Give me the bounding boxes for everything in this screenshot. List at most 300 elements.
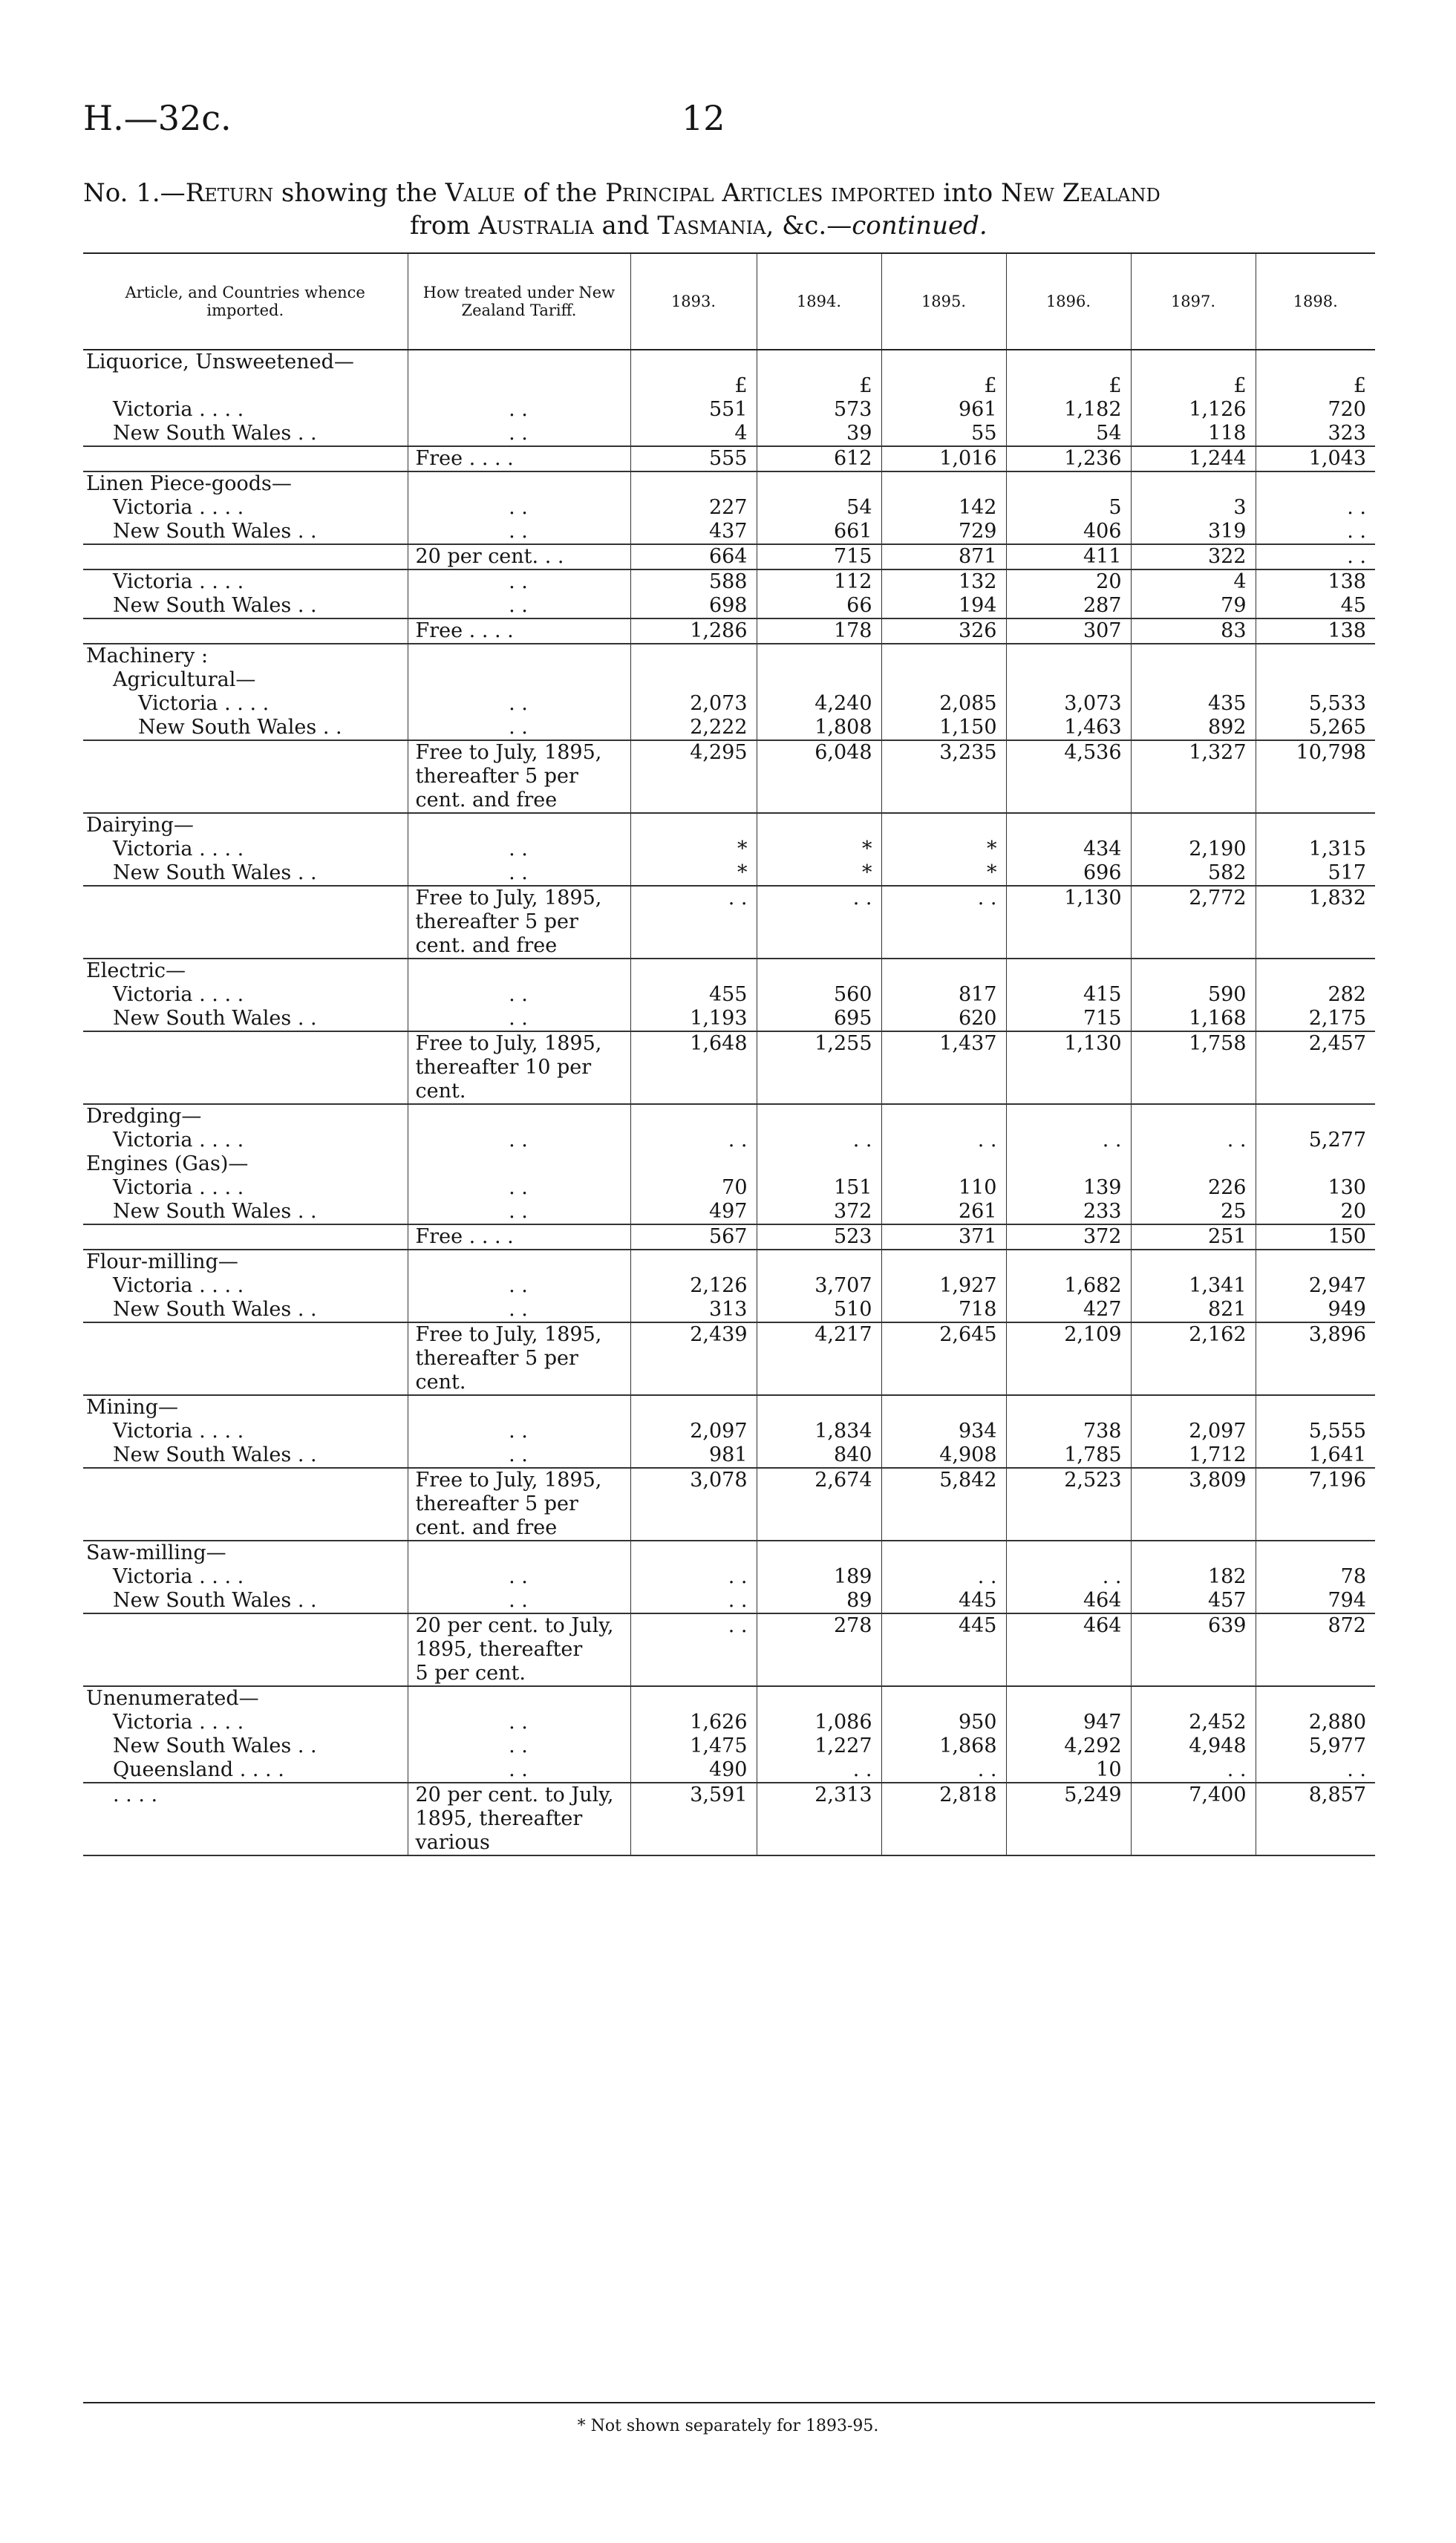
total-treated-cell (408, 740, 630, 813)
value-cell (881, 959, 1006, 1031)
total-value: 3,591 (690, 1783, 748, 1806)
tariff-text: 1895, thereafter (415, 1807, 583, 1830)
spacer (416, 472, 621, 496)
total-value: 6,048 (814, 741, 872, 764)
value: 2,085 (939, 692, 997, 715)
article-cell (83, 1104, 408, 1152)
value-cell (881, 1686, 1006, 1783)
total-value-cell (1006, 740, 1131, 813)
country-label: Victoria . . . . (113, 496, 244, 519)
value: 2,880 (1308, 1711, 1366, 1734)
tariff-text: cent. (415, 1371, 466, 1394)
title-nz: New Zealand (1001, 178, 1160, 208)
total-value-cell (1131, 740, 1256, 813)
value: 435 (1207, 692, 1247, 715)
value-cell (1131, 813, 1256, 886)
total-value-cell (881, 1322, 1006, 1395)
value-cell (1256, 1104, 1375, 1152)
total-value: 2,457 (1308, 1032, 1366, 1055)
article-heading: Mining— (86, 1396, 178, 1419)
value: 1,126 (1189, 398, 1247, 421)
value: 573 (833, 398, 872, 421)
tariff-text: 20 per cent. . . (415, 545, 564, 568)
spacer (416, 959, 621, 983)
treated-mark: . . (509, 1200, 528, 1223)
value-cell (630, 1250, 757, 1322)
total-value-cell (1006, 1224, 1131, 1250)
spacer (766, 350, 872, 374)
article-cell (83, 569, 408, 618)
spacer (640, 814, 748, 838)
value: * (737, 838, 748, 861)
country-label: New South Wales . . (113, 1589, 317, 1612)
spacer (1016, 644, 1122, 668)
total-treated-cell (408, 1224, 630, 1250)
value: 4,948 (1189, 1734, 1247, 1757)
value: 4 (734, 422, 748, 445)
value: 464 (1083, 1589, 1122, 1612)
total-value: 3,235 (939, 741, 997, 764)
value: £ (1109, 374, 1122, 397)
value-cell (1131, 959, 1256, 1031)
value-cell (757, 1152, 881, 1224)
value: 282 (1328, 983, 1366, 1006)
tariff-text: Free to July, 1895, (415, 1323, 602, 1346)
value-cell (630, 1541, 757, 1613)
total-value-cell (1131, 886, 1256, 959)
value: £ (984, 374, 997, 397)
value: 695 (833, 1007, 872, 1030)
value-cell (1131, 569, 1256, 618)
article-heading: Dredging— (86, 1105, 202, 1128)
treated-cell (408, 1104, 630, 1152)
treated-cell (408, 1686, 630, 1783)
tariff-text: Free to July, 1895, (415, 1469, 602, 1492)
spacer (1265, 814, 1367, 838)
article-cell (83, 1250, 408, 1322)
value-cell (881, 1541, 1006, 1613)
spacer (416, 1250, 621, 1274)
spacer (416, 1152, 621, 1176)
total-value-cell (881, 1783, 1006, 1855)
col-header-article: Article, and Countries whence imported. (83, 253, 408, 350)
total-value: 7,196 (1308, 1469, 1366, 1492)
value: 2,222 (690, 716, 748, 739)
country-label: Victoria . . . . (113, 1176, 244, 1199)
spacer (891, 1105, 997, 1129)
value: 817 (958, 983, 997, 1006)
total-label: . . . . (113, 1783, 158, 1806)
value-cell (630, 813, 757, 886)
spacer (1016, 1105, 1122, 1129)
value: . . (1347, 1758, 1366, 1781)
page-reference: H.—32c. (83, 98, 232, 138)
total-value: 555 (708, 447, 748, 470)
value-cell (1006, 569, 1131, 618)
value: * (737, 861, 748, 884)
total-value: 2,772 (1189, 887, 1247, 910)
treated-cell (408, 644, 630, 740)
spacer (640, 350, 748, 374)
country-label: New South Wales . . (113, 861, 317, 884)
total-treated-cell (408, 1613, 630, 1686)
value-cell (1131, 1686, 1256, 1783)
value-cell (1006, 471, 1131, 544)
spacer (766, 1152, 872, 1176)
value: 319 (1207, 520, 1247, 543)
spacer (1265, 1687, 1367, 1711)
value: 715 (1083, 1007, 1122, 1030)
group-row (83, 1686, 1375, 1783)
spacer (766, 644, 872, 668)
value: 2,097 (690, 1420, 748, 1443)
value-cell (1131, 1541, 1256, 1613)
value: . . (1102, 1565, 1122, 1588)
spacer (640, 1105, 748, 1129)
value-cell (1006, 1541, 1131, 1613)
treated-mark: . . (509, 1274, 528, 1297)
spacer (1140, 814, 1247, 838)
total-article-cell (83, 1224, 408, 1250)
spacer (891, 472, 997, 496)
treated-cell (408, 1541, 630, 1613)
country-label: New South Wales . . (113, 520, 317, 543)
table-body (83, 350, 1375, 1855)
value: 445 (958, 1589, 997, 1612)
total-article-cell (83, 1783, 408, 1855)
value: 79 (1221, 594, 1247, 617)
article-heading: Machinery : (86, 644, 209, 667)
tariff-text: 20 per cent. to July, (415, 1783, 614, 1806)
total-value-cell (757, 1468, 881, 1541)
total-value-cell (1131, 446, 1256, 471)
spacer (1140, 1687, 1247, 1711)
value: 182 (1207, 1565, 1247, 1588)
spacer (1265, 1105, 1367, 1129)
value: * (987, 838, 997, 861)
total-value-cell (757, 1613, 881, 1686)
title-showing: showing the (273, 178, 445, 208)
total-value: 4,217 (814, 1323, 872, 1346)
spacer (766, 1687, 872, 1711)
total-row (83, 740, 1375, 813)
spacer (640, 1152, 748, 1176)
value: 1,834 (814, 1420, 872, 1443)
total-article-cell (83, 1613, 408, 1686)
total-value-cell (630, 1613, 757, 1686)
total-treated-cell (408, 446, 630, 471)
title-and: and (593, 211, 658, 241)
value: 4,292 (1064, 1734, 1122, 1757)
value: 551 (708, 398, 748, 421)
value-cell (1006, 350, 1131, 446)
article-cell (83, 1152, 408, 1224)
value-cell (757, 1686, 881, 1783)
total-value: 2,818 (939, 1783, 997, 1806)
value: . . (1102, 1129, 1122, 1152)
value: 25 (1221, 1200, 1247, 1223)
value: 3,073 (1064, 692, 1122, 715)
total-value: 872 (1328, 1614, 1366, 1637)
value: 950 (958, 1711, 997, 1734)
total-article-cell (83, 1031, 408, 1104)
total-value: 372 (1083, 1225, 1122, 1248)
treated-cell (408, 1250, 630, 1322)
country-label: Victoria . . . . (113, 1129, 244, 1152)
title-principal: Principal Articles imported (605, 178, 936, 208)
tariff-text: thereafter 5 per (415, 1492, 578, 1515)
group-row (83, 1541, 1375, 1613)
spacer (766, 1541, 872, 1565)
country-label: Victoria . . . . (113, 1711, 244, 1734)
imports-table (83, 252, 1375, 1856)
value: 110 (958, 1176, 997, 1199)
treated-cell (408, 1152, 630, 1224)
total-treated-cell (408, 1783, 630, 1855)
spacer (1016, 472, 1122, 496)
total-value-cell (1256, 1783, 1375, 1855)
total-value: 83 (1221, 619, 1247, 642)
total-value: 1,255 (814, 1032, 872, 1055)
tariff-text: 5 per cent. (415, 1662, 526, 1685)
total-value-cell (630, 1224, 757, 1250)
value: . . (852, 1129, 872, 1152)
treated-mark: . . (509, 1758, 528, 1781)
total-treated-cell (408, 1468, 630, 1541)
value: 821 (1207, 1298, 1247, 1321)
total-row (83, 1613, 1375, 1686)
spacer (1016, 1687, 1122, 1711)
total-row (83, 1224, 1375, 1250)
col-header-1894: 1894. (757, 253, 881, 350)
treated-mark: . . (509, 1734, 528, 1757)
total-value-cell (630, 446, 757, 471)
group-row (83, 1104, 1375, 1152)
country-label: Queensland . . . . (113, 1758, 284, 1781)
value-cell (1131, 1152, 1256, 1224)
total-value-cell (757, 1224, 881, 1250)
group-row (83, 471, 1375, 544)
total-value-cell (1131, 1031, 1256, 1104)
total-value-cell (757, 618, 881, 644)
value: 130 (1328, 1176, 1366, 1199)
treated-mark: . . (509, 496, 528, 519)
spacer (1265, 644, 1367, 668)
value: 1,475 (690, 1734, 748, 1757)
value: 718 (958, 1298, 997, 1321)
value: 427 (1083, 1298, 1122, 1321)
value: 45 (1340, 594, 1366, 617)
value-cell (1131, 1250, 1256, 1322)
total-value: 2,523 (1064, 1469, 1122, 1492)
country-label: Victoria . . . . (113, 838, 244, 861)
country-label: Victoria . . . . (113, 570, 244, 593)
spacer (416, 668, 621, 692)
total-treated-cell (408, 1031, 630, 1104)
article-cell (83, 959, 408, 1031)
spacer (766, 1250, 872, 1274)
value: 151 (833, 1176, 872, 1199)
value: 588 (708, 570, 748, 593)
spacer (416, 350, 621, 374)
value: £ (859, 374, 872, 397)
spacer (1140, 668, 1247, 692)
value: 5,555 (1308, 1420, 1366, 1443)
value: 582 (1207, 861, 1247, 884)
total-value: 1,327 (1189, 741, 1247, 764)
value: 10 (1096, 1758, 1122, 1781)
value: 372 (833, 1200, 872, 1223)
total-value: 445 (958, 1614, 997, 1637)
total-value-cell (1256, 1031, 1375, 1104)
total-value-cell (1006, 1031, 1131, 1104)
spacer (891, 1541, 997, 1565)
value: 1,463 (1064, 716, 1122, 739)
value: 4,908 (939, 1443, 997, 1466)
title-value: Value (445, 178, 515, 208)
spacer (640, 1396, 748, 1420)
total-value-cell (1006, 1322, 1131, 1395)
total-value-cell (881, 1613, 1006, 1686)
group-row (83, 1250, 1375, 1322)
value: 226 (1207, 1176, 1247, 1199)
country-label: New South Wales . . (113, 422, 317, 445)
spacer (891, 959, 997, 983)
total-treated-cell (408, 886, 630, 959)
total-value: . . (852, 887, 872, 910)
value: 189 (833, 1565, 872, 1588)
total-value-cell (757, 886, 881, 959)
country-label: Victoria . . . . (113, 398, 244, 421)
value-cell (1006, 1104, 1131, 1152)
value-cell (757, 350, 881, 446)
value-cell (881, 1152, 1006, 1224)
treated-mark: . . (509, 1298, 528, 1321)
value-cell (1131, 471, 1256, 544)
total-value-cell (630, 1468, 757, 1541)
value-cell (757, 471, 881, 544)
value: 437 (708, 520, 748, 543)
spacer (891, 1396, 997, 1420)
total-value-cell (1131, 1783, 1256, 1855)
value: * (987, 861, 997, 884)
value: . . (977, 1129, 997, 1152)
total-value-cell (757, 1322, 881, 1395)
value-cell (1256, 1250, 1375, 1322)
title-into: into (935, 178, 1002, 208)
value-cell (1256, 813, 1375, 886)
group-row (83, 1152, 1375, 1224)
total-value: 464 (1083, 1614, 1122, 1637)
tariff-text: Free to July, 1895, (415, 887, 602, 910)
total-value-cell (1006, 1613, 1131, 1686)
total-value-cell (757, 446, 881, 471)
value-cell (1256, 1395, 1375, 1468)
spacer (1140, 959, 1247, 983)
spacer (766, 472, 872, 496)
treated-mark: . . (509, 1420, 528, 1443)
total-value: 5,249 (1064, 1783, 1122, 1806)
total-treated-cell (408, 1322, 630, 1395)
title-tasmania: Tasmania (657, 211, 766, 241)
value: . . (852, 1758, 872, 1781)
treated-mark: . . (509, 570, 528, 593)
total-row (83, 446, 1375, 471)
spacer (416, 1541, 621, 1565)
value: 1,868 (939, 1734, 997, 1757)
value-cell (630, 1686, 757, 1783)
spacer (1265, 959, 1367, 983)
total-value-cell (1256, 446, 1375, 471)
total-value-cell (1256, 1613, 1375, 1686)
total-value: 523 (833, 1225, 872, 1248)
value: 313 (708, 1298, 748, 1321)
treated-cell (408, 959, 630, 1031)
col-header-1896: 1896. (1006, 253, 1131, 350)
total-value-cell (1256, 1224, 1375, 1250)
spacer (1265, 472, 1367, 496)
spacer (640, 1541, 748, 1565)
value: £ (1353, 374, 1366, 397)
total-value: 150 (1328, 1225, 1366, 1248)
value: 5,977 (1308, 1734, 1366, 1757)
value-cell (881, 1104, 1006, 1152)
value-cell (630, 350, 757, 446)
tariff-text: cent. (415, 1080, 466, 1103)
value: 2,097 (1189, 1420, 1247, 1443)
value: 132 (958, 570, 997, 593)
value: 510 (833, 1298, 872, 1321)
total-row (83, 886, 1375, 959)
spacer (416, 644, 621, 668)
total-article-cell (83, 618, 408, 644)
title-etc: , &c.— (765, 211, 852, 241)
tariff-text: cent. and free (415, 1516, 558, 1539)
page-number: 12 (682, 98, 725, 138)
value: 840 (833, 1443, 872, 1466)
value: 5 (1109, 496, 1122, 519)
value: 2,190 (1189, 838, 1247, 861)
spacer (640, 1687, 748, 1711)
total-value: 1,437 (939, 1032, 997, 1055)
total-value: 2,109 (1064, 1323, 1122, 1346)
article-cell (83, 1686, 408, 1783)
total-value-cell (1256, 886, 1375, 959)
spacer (1265, 1396, 1367, 1420)
value: 1,808 (814, 716, 872, 739)
table-header-row (83, 253, 1375, 350)
article-heading: Saw-milling— (86, 1541, 226, 1564)
value-cell (881, 350, 1006, 446)
value: 78 (1340, 1565, 1366, 1588)
total-row (83, 1322, 1375, 1395)
total-value: 612 (833, 447, 872, 470)
value: 54 (846, 496, 872, 519)
value: 261 (958, 1200, 997, 1223)
article-cell (83, 644, 408, 740)
value: 892 (1207, 716, 1247, 739)
value: 1,315 (1308, 838, 1366, 861)
value-cell (881, 1250, 1006, 1322)
total-value-cell (881, 446, 1006, 471)
tariff-text: Free . . . . (415, 619, 514, 642)
value: 590 (1207, 983, 1247, 1006)
value-cell (630, 959, 757, 1031)
total-value: 1,286 (690, 619, 748, 642)
total-value-cell (881, 1468, 1006, 1541)
value-cell (1006, 1395, 1131, 1468)
treated-mark: . . (509, 1711, 528, 1734)
